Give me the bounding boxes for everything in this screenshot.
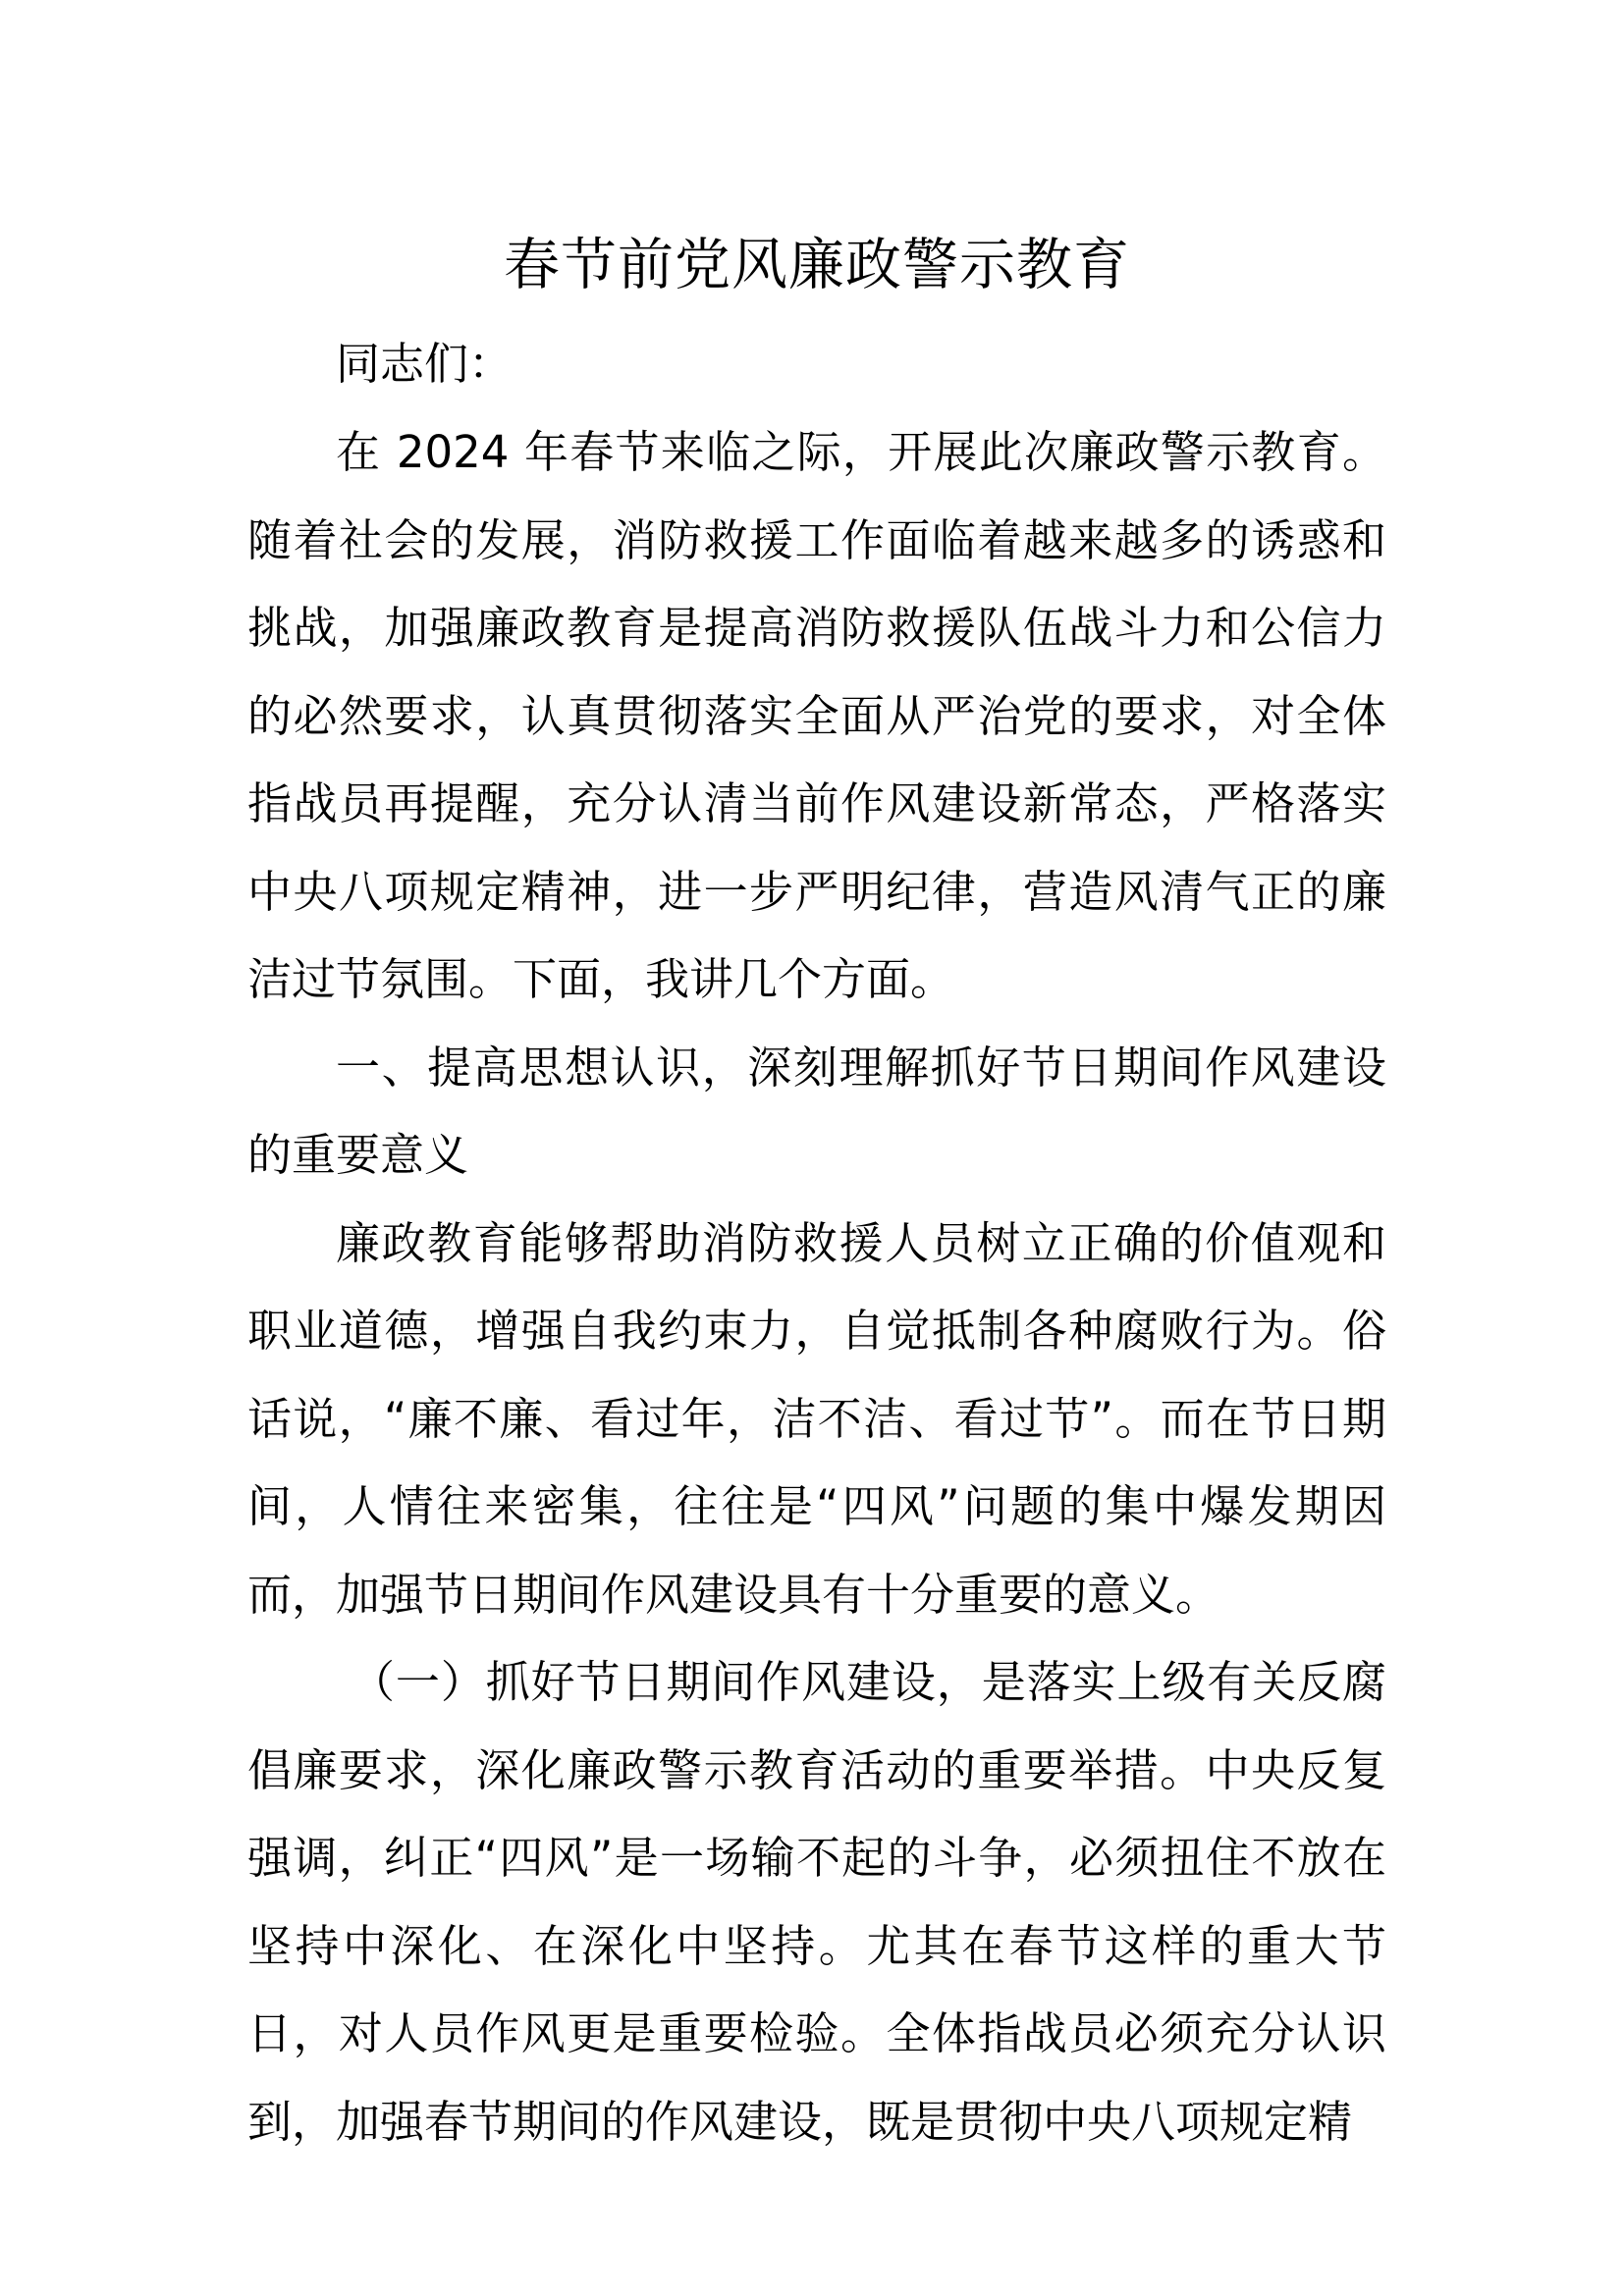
paragraph-subsection-1: （一）抓好节日期间作风建设，是落实上级有关反腐倡廉要求，深化廉政警示教育活动的重要举措。中央反复强调，纠正“四风”是一场输不起的斗争，必须扭住不放在坚持中深化、在深化中坚持。尤其在春节这样的重大节日，对人员作风更是重要检验。全体指战员必须充分认识到，加强春节期间的作风建设，既是贯彻中央八项规定精 xyxy=(247,1656,1386,2148)
paragraph-intro: 在 2024 年春节来临之际，开展此次廉政警示教育。随着社会的发展，消防救援工作面临着越来越多的诱惑和挑战，加强廉政教育是提高消防救援队伍战斗力和公信力的必然要求，认真贯彻落实全面从严治党的要求，对全体指战员再提醒，充分认清当前作风建设新常态，严格落实中央八项规定精神，进一步严明纪律，营造风清气正的廉洁过节氛围。下面，我讲几个方面。 xyxy=(247,426,1386,1005)
section-heading-1: 一、提高思想认识，深刻理解抓好节日期间作风建设的重要意义 xyxy=(247,1041,1386,1181)
document-page xyxy=(247,216,1386,2165)
document-title: 春节前党风廉政警示教育 xyxy=(504,233,1130,297)
salutation: 同志们： xyxy=(336,338,514,390)
paragraph-significance: 廉政教育能够帮助消防救援人员树立正确的价值观和职业道德，增强自我约束力，自觉抵制各种腐败行为。俗话说，“廉不廉、看过年，洁不洁、看过节”。而在节日期间，人情往来密集，往往是“四风”问题的集中爆发期因而，加强节日期间作风建设具有十分重要的意义。 xyxy=(247,1216,1386,1621)
